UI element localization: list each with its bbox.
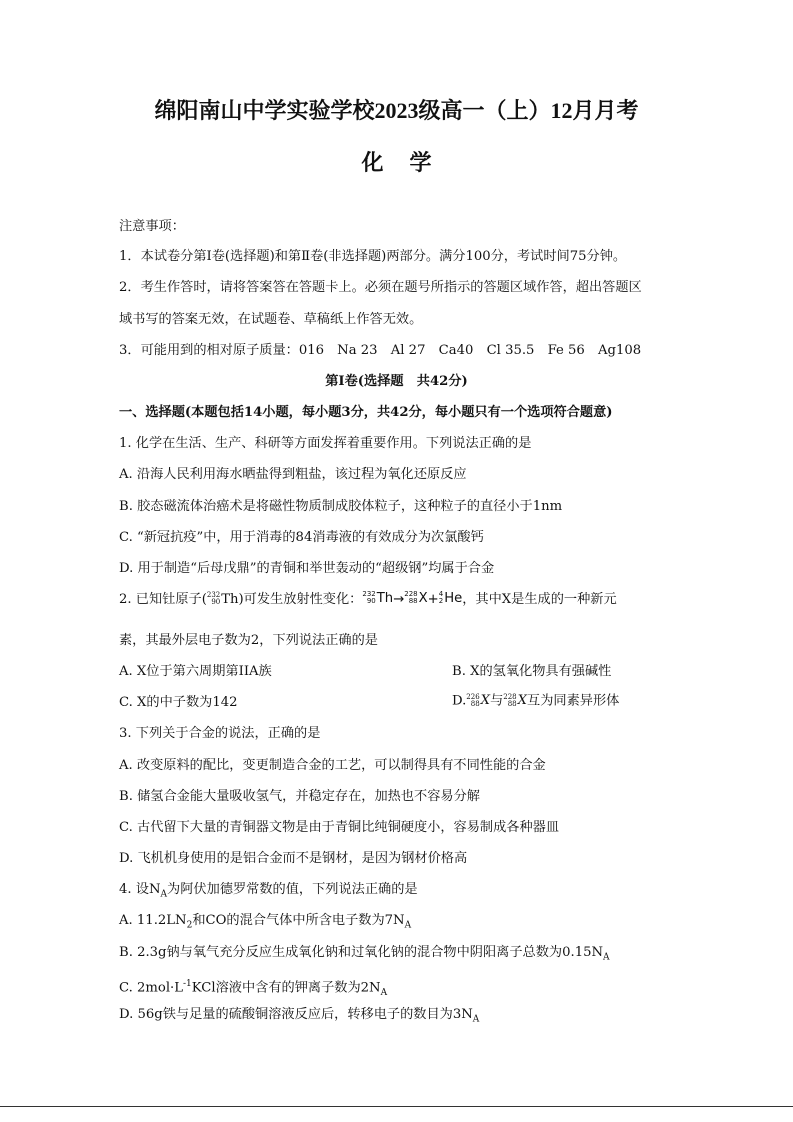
- q1-option-c: C. “新冠抗疫”中，用于消毒的84消毒液的有效成分为次氯酸钙: [119, 530, 484, 545]
- q4-option-c: C. $2mol\cdot L^{-1}KCl$溶液中含有的钾离子数为$2N_A$: [119, 979, 388, 999]
- q2-option-b: B. X的氢氧化物具有强碱性: [452, 664, 612, 679]
- part-title: 第Ⅰ卷(选择题 共42分): [325, 374, 468, 389]
- q1-option-b: B. 胶态磁流体治癌术是将磁性物质制成胶体粒子，这种粒子的直径小于1nm: [119, 499, 563, 514]
- q3-option-a: A. 改变原料的配比，变更制造合金的工艺，可以制得具有不同性能的合金: [119, 758, 546, 773]
- thorium-isotope: 232 90 Th: [206, 591, 239, 607]
- exam-title: 绵阳南山中学实验学校2023级高一（上）12月月考: [154, 98, 639, 123]
- notes-item-1: 1．本试卷分第Ⅰ卷(选择题)和第Ⅱ卷(非选择题)两部分。满分100分，考试时间75分钟。: [119, 249, 627, 264]
- section-heading: 一、选择题(本题包括14小题，每小题3分，共42分，每小题只有一个选项符合题意): [119, 405, 613, 420]
- notes-item-2b: 域书写的答案无效，在试题卷、草稿纸上作答无效。: [119, 312, 423, 327]
- q4-option-b: B. 2.3g钠与氧气充分反应生成氧化钠和过氧化钠的混合物中阴阳离子总数为$0.15N_A$: [119, 945, 610, 963]
- page-bottom-rule: [0, 1106, 793, 1107]
- q4-option-a: A. $11.2LN_2$和CO的混合气体中所含电子数为$7N_A$: [119, 913, 412, 931]
- q3-option-d: D. 飞机机身使用的是铝合金而不是钢材，是因为钢材价格高: [119, 851, 468, 866]
- q3-option-b: B. 储氢合金能大量吸收氢气，并稳定存在，加热也不容易分解: [119, 789, 480, 804]
- q1-option-d: D. 用于制造“后母戊鼎”的青铜和举世轰动的“超级钢”均属于合金: [119, 561, 495, 576]
- q4-option-d: D. 56g铁与足量的硫酸铜溶液反应后，转移电子的数目为$3N_A$: [119, 1007, 480, 1025]
- q2-stem: 2. 已知钍原子( 232 90 Th)可发生放射性变化： 232 90 Th→ 228 88 X+ 4 2 He，其中X是生成的一种新元: [119, 590, 617, 607]
- q3-option-c: C. 古代留下大量的青铜器文物是由于青铜比纯铜硬度小，容易制成各种器皿: [119, 820, 560, 835]
- q2-stem-line2: 素，其最外层电子数为2，下列说法正确的是: [119, 633, 378, 648]
- notes-item-2a: 2．考生作答时，请将答案答在答题卡上。必须在题号所指示的答题区域作答，超出答题区: [119, 280, 642, 295]
- q1-option-a: A. 沿海人民利用海水晒盐得到粗盐，该过程为氧化还原反应: [119, 467, 467, 482]
- decay-equation: 232 90 Th→ 228 88 X+ 4 2 He: [362, 590, 463, 607]
- q4-stem: 4. 设$N_A$为阿伏加德罗常数的值，下列说法正确的是: [119, 882, 418, 900]
- q2-option-a: A. X位于第六周期第IIA族: [119, 664, 272, 679]
- q2-option-c: C. X的中子数为142: [119, 695, 238, 710]
- q1-stem: 1. 化学在生活、生产、科研等方面发挥着重要作用。下列说法正确的是: [119, 436, 532, 451]
- notes-heading: 注意事项：: [119, 219, 185, 234]
- q3-stem: 3. 下列关于合金的说法，正确的是: [119, 726, 321, 741]
- notes-item-3: 3．可能用到的相对原子质量：016 Na 23 Al 27 Ca40 Cl 35.5 Fe 56 Ag108: [119, 343, 642, 358]
- subject-title: 化学: [361, 150, 458, 175]
- q2-option-d: D. 226 88 X与 228 88 X互为同素异形体: [452, 692, 620, 709]
